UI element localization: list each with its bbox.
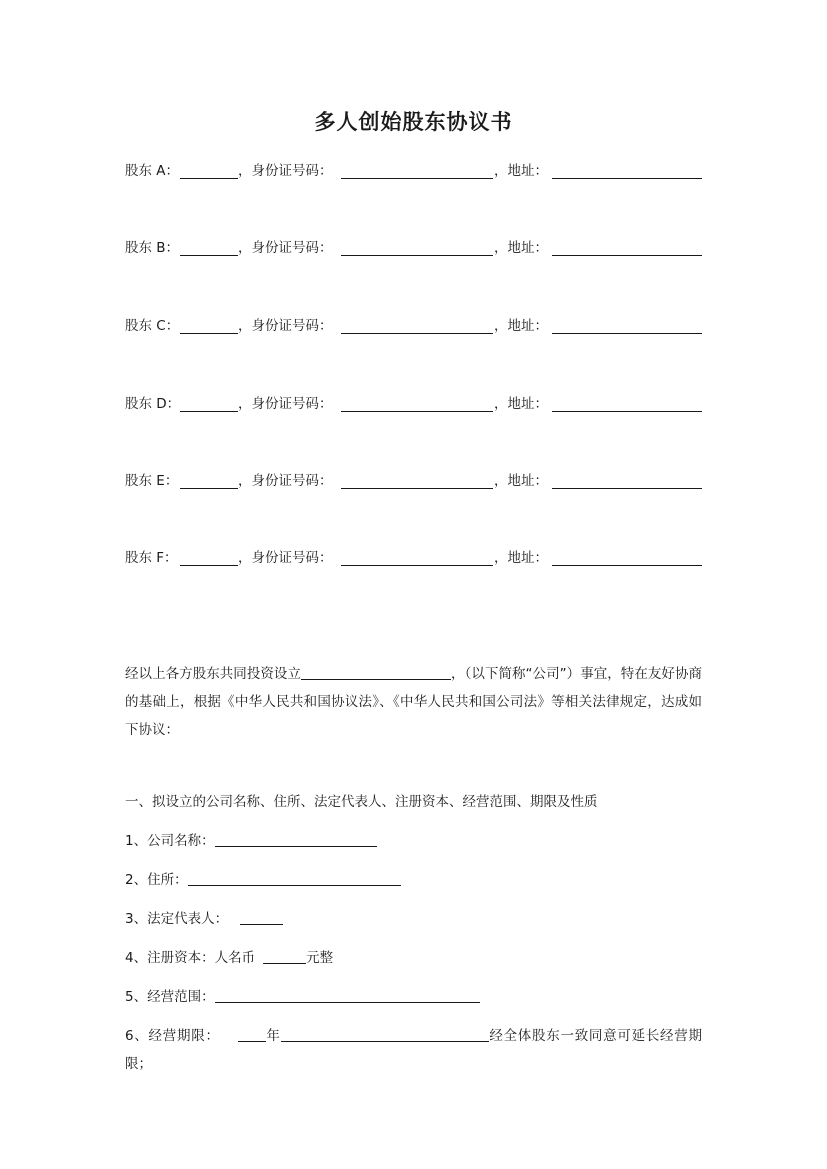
- name-blank-line: [180, 255, 238, 256]
- shareholder-row-c: [125, 315, 702, 337]
- shareholder-row-b: [125, 237, 702, 259]
- residence-blank-line: [188, 870, 401, 886]
- term-blank-line: [281, 1026, 489, 1042]
- id-number-blank-line: [341, 488, 493, 489]
- item-company-name: [125, 830, 377, 852]
- item-residence: [125, 869, 401, 891]
- id-number-blank-line: [341, 255, 493, 256]
- id-number-blank-line: [341, 178, 493, 179]
- shareholder-label: 股东 A：: [125, 163, 180, 179]
- item-legal-representative: [125, 908, 283, 930]
- id-number-blank-line: [341, 411, 493, 412]
- id-number-label: ，身份证号码：: [238, 550, 333, 566]
- shareholder-label: 股东 F：: [125, 550, 178, 566]
- capital-blank-line: [263, 948, 306, 964]
- shareholder-label: 股东 D：: [125, 396, 181, 412]
- address-label: ，地址：: [494, 473, 548, 489]
- name-blank-line: [180, 333, 238, 334]
- address-blank-line: [552, 488, 702, 489]
- shareholder-row-f: [125, 547, 702, 569]
- term-year-label: 年: [265, 1028, 281, 1044]
- id-number-label: ，身份证号码：: [238, 473, 333, 489]
- shareholder-label: 股东 C：: [125, 318, 180, 334]
- item-business-term: [125, 1022, 702, 1078]
- address-label: ，地址：: [494, 550, 548, 566]
- item-business-scope: [125, 986, 480, 1008]
- item-label: 5、经营范围：: [125, 989, 215, 1005]
- shareholder-row-d: [125, 393, 702, 415]
- shareholder-label: 股东 B：: [125, 240, 180, 256]
- id-number-blank-line: [341, 333, 493, 334]
- name-blank-line: [180, 411, 238, 412]
- address-blank-line: [552, 178, 702, 179]
- legal-rep-blank-line: [240, 909, 283, 925]
- shareholder-label: 股东 E：: [125, 473, 179, 489]
- id-number-label: ，身份证号码：: [238, 318, 333, 334]
- company-blank-line: [301, 664, 451, 680]
- shareholder-row-e: [125, 470, 702, 492]
- address-label: ，地址：: [494, 240, 548, 256]
- address-blank-line: [552, 565, 702, 566]
- address-blank-line: [552, 411, 702, 412]
- intro-text-part2: ，（以下简称“公司”）事宜，特在友好协商的基础上，根据《中华人民共和国协议法》、《中华人民共和国公司法》等相关法律规定，达成如下协议：: [125, 666, 702, 738]
- name-blank-line: [180, 178, 238, 179]
- address-label: ，地址：: [494, 318, 548, 334]
- id-number-label: ，身份证号码：: [238, 163, 333, 179]
- item-registered-capital: [125, 947, 333, 969]
- address-blank-line: [552, 255, 702, 256]
- address-blank-line: [552, 333, 702, 334]
- section-heading: 一、拟设立的公司名称、住所、法定代表人、注册资本、经营范围、期限及性质: [125, 794, 598, 810]
- item-label: 2、住所：: [125, 872, 188, 888]
- item-label: 3、法定代表人：: [125, 911, 229, 927]
- scope-blank-line: [215, 987, 480, 1003]
- shareholder-row-a: [125, 160, 702, 182]
- id-number-label: ，身份证号码：: [238, 240, 333, 256]
- name-blank-line: [180, 565, 238, 566]
- intro-paragraph: [125, 660, 702, 744]
- intro-text-part1: 经以上各方股东共同投资设立: [125, 666, 301, 682]
- term-suffix: 经全体股东一致同意可延长经营期限；: [125, 1028, 703, 1072]
- id-number-blank-line: [341, 565, 493, 566]
- document-title: 多人创始股东协议书: [314, 110, 513, 134]
- item-label: 1、公司名称：: [125, 833, 215, 849]
- item-label: 4、注册资本：人名币: [125, 950, 256, 966]
- address-label: ，地址：: [494, 396, 548, 412]
- term-years-blank-line: [238, 1026, 266, 1042]
- company-name-blank-line: [215, 831, 377, 847]
- item-label: 6、经营期限：: [125, 1028, 220, 1044]
- address-label: ，地址：: [494, 163, 548, 179]
- capital-suffix: 元整: [306, 950, 334, 966]
- id-number-label: ，身份证号码：: [238, 396, 333, 412]
- name-blank-line: [180, 488, 238, 489]
